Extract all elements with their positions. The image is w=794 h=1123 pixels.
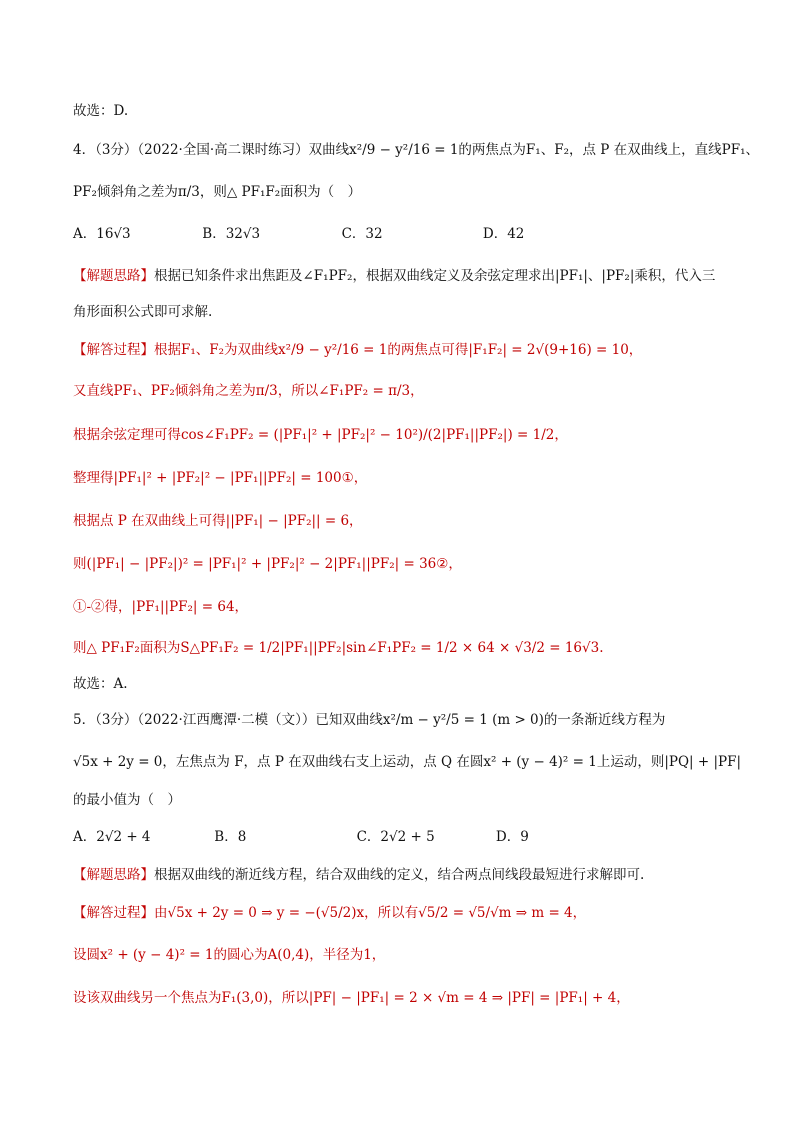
q5-thinking-label: 【解题思路】 <box>73 867 154 883</box>
q4-option-a: A．16√3 <box>73 226 131 242</box>
q5-option-b: B．8 <box>214 829 247 845</box>
q4-thinking-text: 根据已知条件求出焦距及∠F₁PF₂，根据双曲线定义及余弦定理求出|PF₁|、|PF₂|乘积，代入三 <box>154 268 716 284</box>
q5-stem-line3: 的最小值为（ ） <box>73 792 181 808</box>
q5-option-d: D．9 <box>495 829 529 845</box>
q5-process-line3: 设该双曲线另一个焦点为F₁(3,0)，所以|PF| − |PF₁| = 2 × √m = 4 ⇒ |PF| = |PF₁| + 4， <box>73 990 630 1006</box>
q4-process-line7: ①-②得，|PF₁||PF₂| = 64， <box>73 599 249 615</box>
q4-process-text-1: 根据F₁、F₂为双曲线x²/9 − y²/16 = 1的两焦点可得|F₁F₂| = 2√(9+16) = 10， <box>154 342 643 358</box>
q4-thinking-label: 【解题思路】 <box>73 268 154 284</box>
q5-stem-line1: 5．（3分）（2022·江西鹰潭·二模（文））已知双曲线x²/m − y²/5 = 1 (m > 0)的一条渐近线方程为 <box>73 712 666 728</box>
q4-process-line3: 根据余弦定理可得cos∠F₁PF₂ = (|PF₁|² + |PF₂|² − 10²)/(2|PF₁||PF₂|) = 1/2， <box>73 427 568 443</box>
q5-thinking-text: 根据双曲线的渐近线方程，结合双曲线的定义，结合两点间线段最短进行求解即可. <box>154 867 645 883</box>
q5-process-label: 【解答过程】 <box>73 905 154 921</box>
q4-process-label: 【解答过程】 <box>73 342 154 358</box>
q4-process-line4: 整理得|PF₁|² + |PF₂|² − |PF₁||PF₂| = 100①， <box>73 470 368 486</box>
q5-thinking-line1 <box>73 865 734 885</box>
q4-process-line5: 根据点 P 在双曲线上可得||PF₁| − |PF₂|| = 6， <box>73 513 363 529</box>
q4-option-c: C．32 <box>341 226 383 242</box>
q4-options <box>73 224 734 244</box>
q5-options <box>73 827 734 847</box>
q5-process-line2: 设圆x² + (y − 4)² = 1的圆心为A(0,4)，半径为1， <box>73 947 386 963</box>
q4-thinking-line2: 角形面积公式即可求解. <box>73 304 213 320</box>
q4-process-line6: 则(|PF₁| − |PF₂|)² = |PF₁|² + |PF₂|² − 2|PF₁||PF₂| = 36②， <box>73 556 462 572</box>
q4-stem-line2: PF₂倾斜角之差为π/3，则△ PF₁F₂面积为（ ） <box>73 184 362 200</box>
q4-option-b: B．32√3 <box>202 226 261 242</box>
q4-stem-line1: 4．（3分）（2022·全国·高二课时练习）双曲线x²/9 − y²/16 = 1的两焦点为F₁、F₂，点 P 在双曲线上，直线PF₁、 <box>73 142 760 158</box>
prev-answer: 故选：D. <box>73 103 129 119</box>
q4-option-d: D．42 <box>482 226 525 242</box>
q5-process-line1 <box>73 903 734 923</box>
q5-stem-line2: √5x + 2y = 0，左焦点为 F，点 P 在双曲线右支上运动，点 Q 在圆x² + (y − 4)² = 1上运动，则|PQ| + |PF| <box>73 754 742 770</box>
q4-thinking-line1 <box>73 266 734 286</box>
q5-option-a: A．2√2 + 4 <box>73 829 151 845</box>
q4-process-line8: 则△ PF₁F₂面积为S△PF₁F₂ = 1/2|PF₁||PF₂|sin∠F₁PF₂ = 1/2 × 64 × √3/2 = 16√3. <box>73 640 604 656</box>
q5-option-c: C．2√2 + 5 <box>356 829 435 845</box>
q4-process-line2: 又直线PF₁、PF₂倾斜角之差为π/3，所以∠F₁PF₂ = π/3， <box>73 383 424 399</box>
q4-process-line1 <box>73 340 734 360</box>
q5-process-text-1: 由√5x + 2y = 0 ⇒ y = −(√5/2)x，所以有√5/2 = √5/√m ⇒ m = 4， <box>154 905 587 921</box>
q4-answer: 故选：A. <box>73 676 128 692</box>
